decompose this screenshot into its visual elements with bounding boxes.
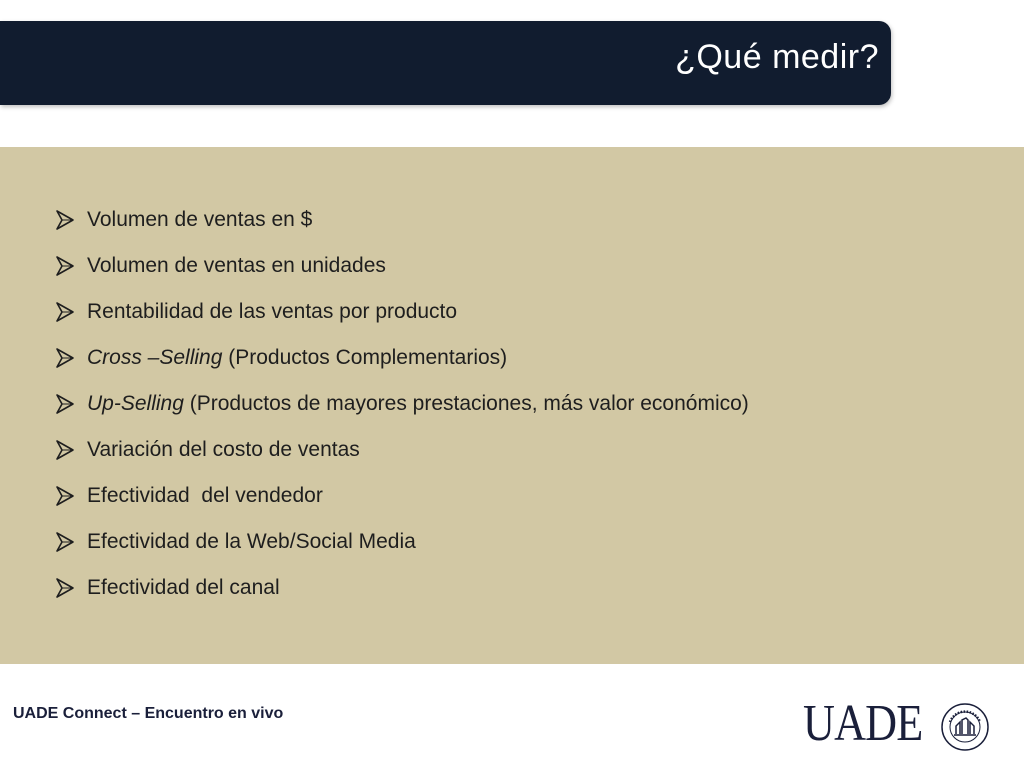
bullet-text: (Productos de mayores prestaciones, más valor económico) [183, 392, 749, 415]
list-item [55, 251, 749, 297]
bullet-italic-term: Cross –Selling [87, 346, 223, 369]
footer-caption: UADE Connect – Encuentro en vivo [13, 705, 284, 722]
uade-logo [803, 695, 993, 756]
bullet-text: Rentabilidad de las ventas por producto [87, 300, 458, 323]
bullet-text: Efectividad del vendedor [87, 484, 323, 507]
arrow-bullet-icon [55, 485, 75, 507]
slide-title: ¿Qué medir? [675, 38, 879, 76]
list-item [55, 435, 749, 481]
arrow-bullet-icon [55, 439, 75, 461]
list-item [55, 481, 749, 527]
bullet-text: Volumen de ventas en unidades [87, 254, 386, 277]
bullet-text: (Productos Complementarios) [222, 346, 508, 369]
bullet-text: Volumen de ventas en $ [87, 208, 313, 231]
list-item [55, 205, 749, 251]
bullet-text: Efectividad del canal [87, 576, 280, 599]
bullet-text: Efectividad de la Web/Social Media [87, 530, 416, 553]
arrow-bullet-icon [55, 209, 75, 231]
bullet-italic-term: Up-Selling [87, 392, 184, 415]
list-item [55, 297, 749, 343]
arrow-bullet-icon [55, 393, 75, 415]
bullet-text: Variación del costo de ventas [87, 438, 360, 461]
list-item [55, 343, 749, 389]
list-item [55, 389, 749, 435]
arrow-bullet-icon [55, 301, 75, 323]
list-item [55, 573, 749, 619]
fundacion-uade-seal-icon [940, 702, 990, 752]
arrow-bullet-icon [55, 347, 75, 369]
title-banner [0, 21, 891, 105]
arrow-bullet-icon [55, 577, 75, 599]
list-item [55, 527, 749, 573]
arrow-bullet-icon [55, 531, 75, 553]
arrow-bullet-icon [55, 255, 75, 277]
content-panel [0, 147, 1024, 664]
bullet-list [55, 205, 749, 619]
logo-wordmark: UADE [803, 695, 923, 752]
